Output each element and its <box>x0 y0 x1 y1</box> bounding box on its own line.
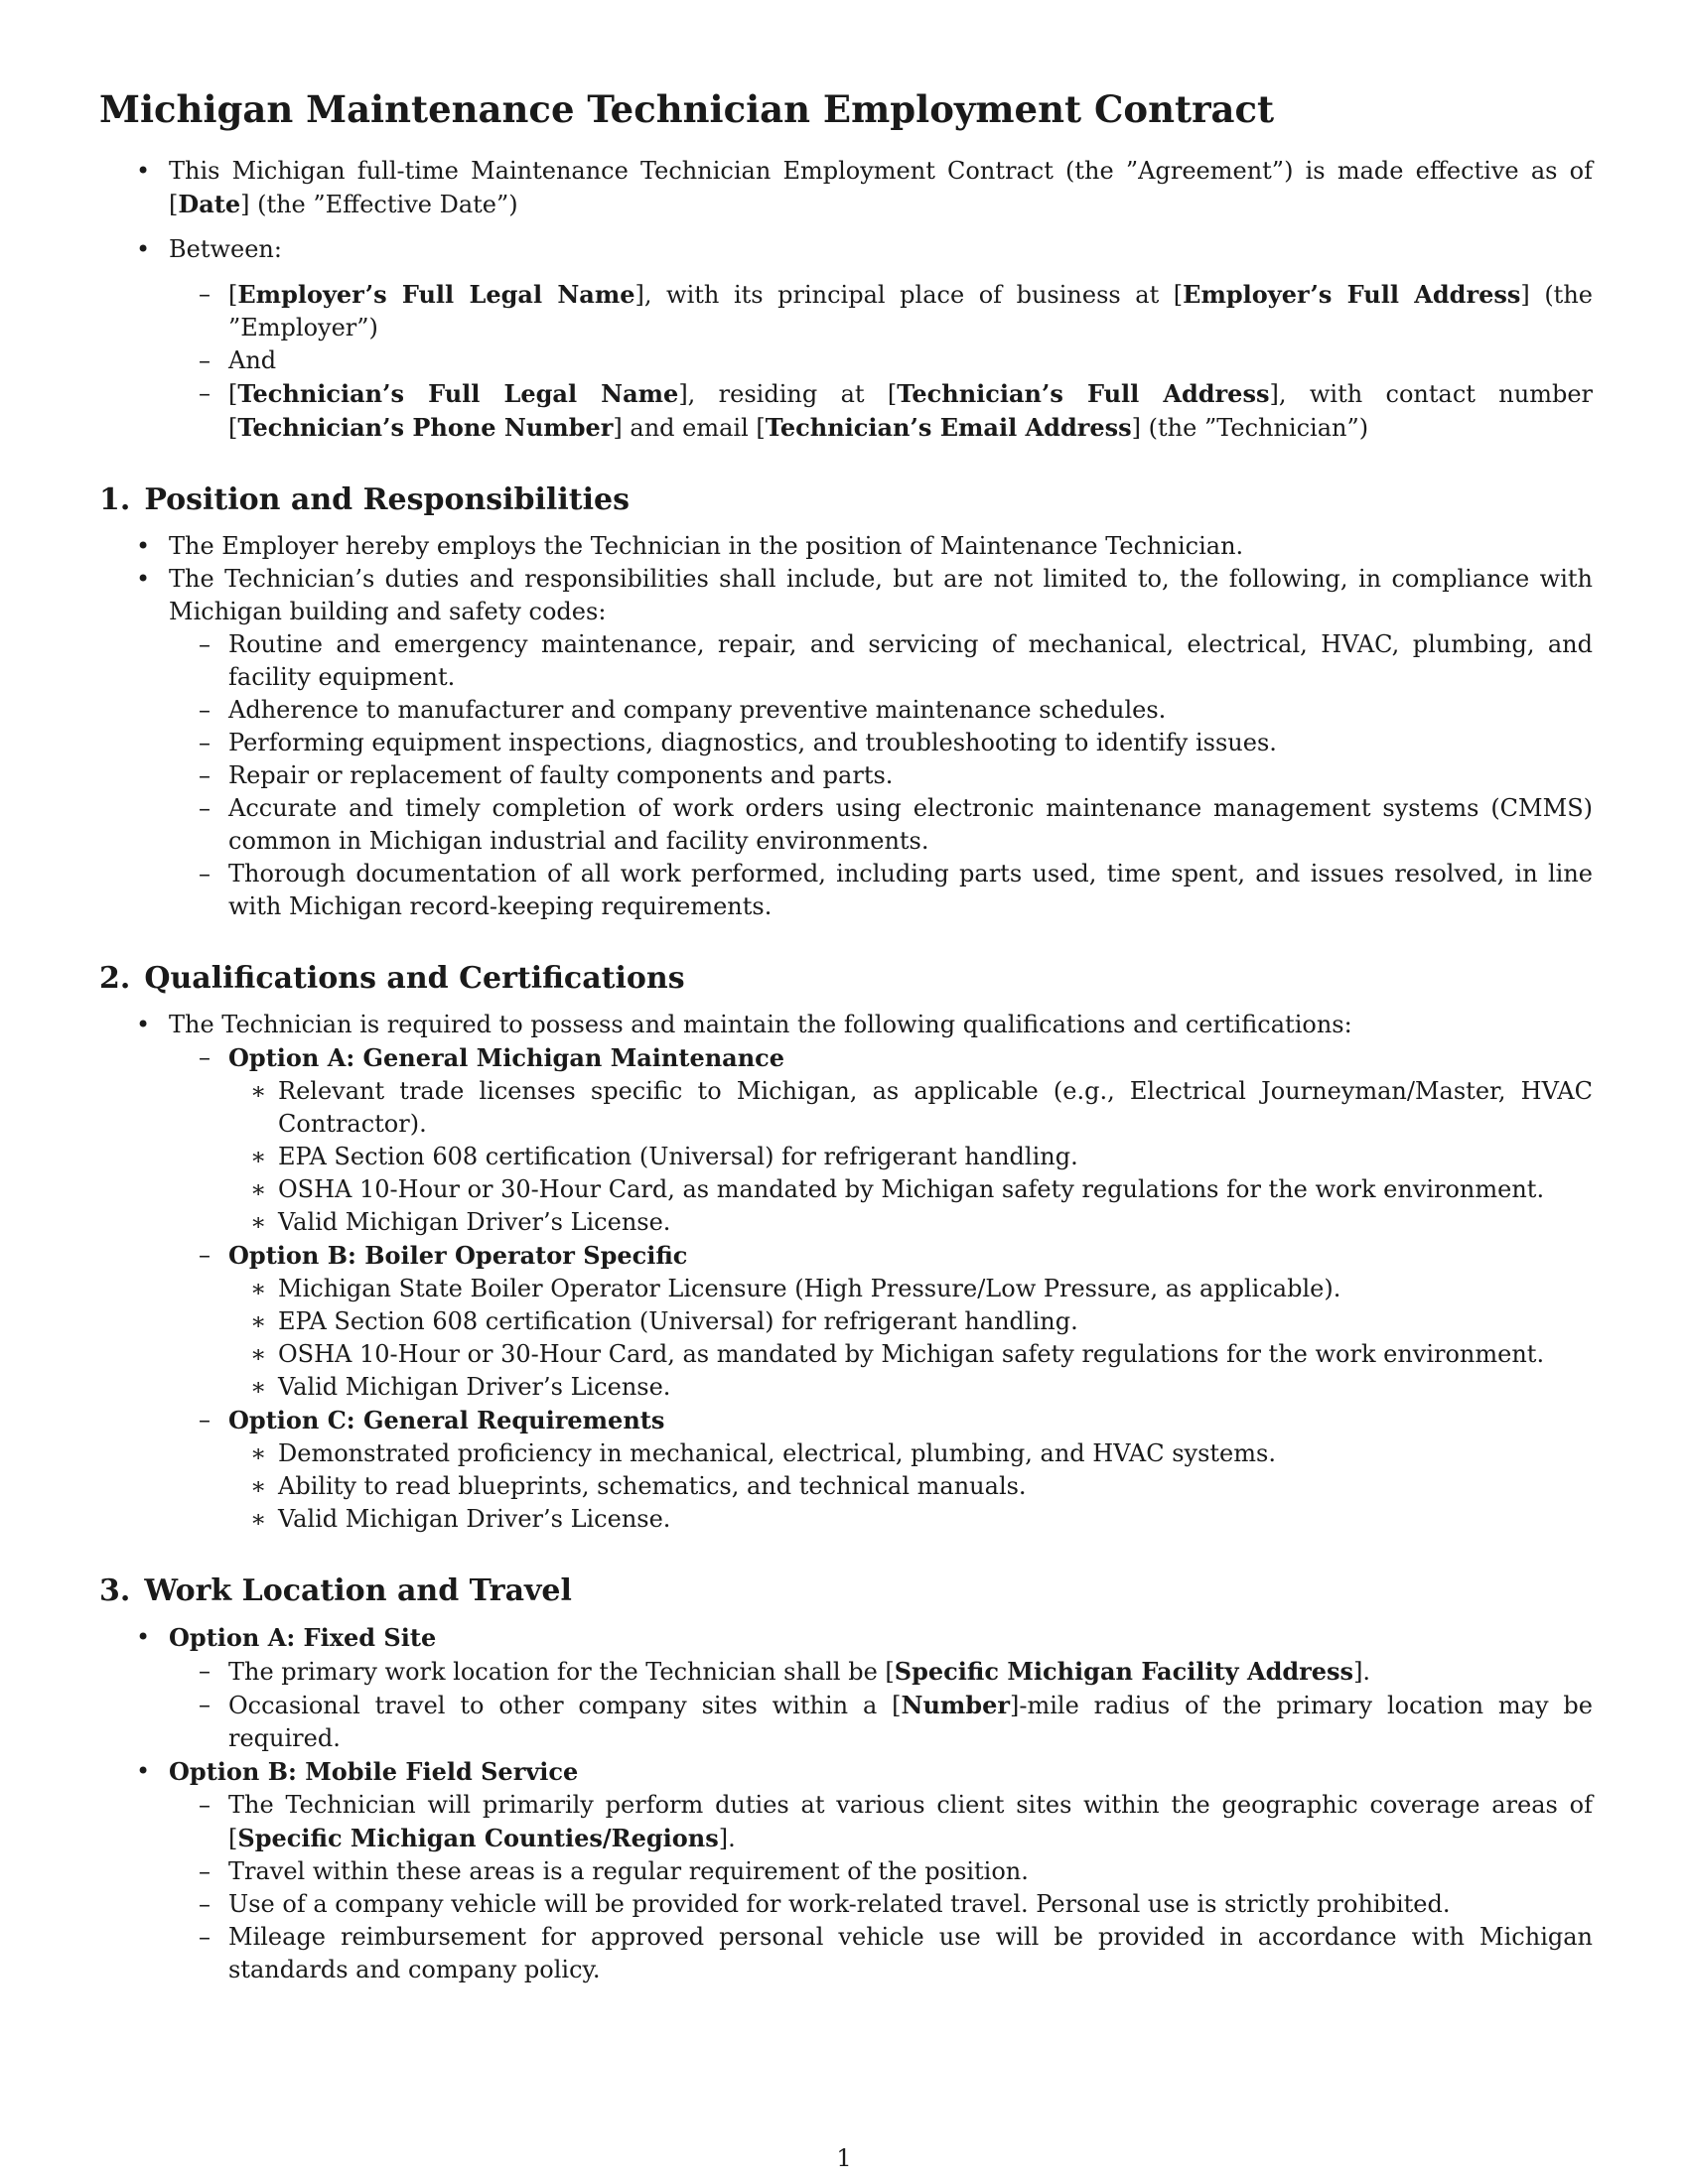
requirement-item: ∗ Valid Michigan Driver’s License. <box>228 1371 1593 1404</box>
section-3-list <box>99 1621 1593 1986</box>
between-label: Between: <box>169 235 282 264</box>
mobile-field-items <box>169 1789 1593 1986</box>
technician-name-placeholder: Technician’s Full Legal Name <box>237 379 679 409</box>
section-3-heading: 3. Work Location and Travel <box>99 1573 572 1609</box>
duty-item: – Repair or replacement of faulty components and parts. <box>169 759 1593 792</box>
section-2-list <box>99 1009 1593 1536</box>
requirement-item: ∗ OSHA 10-Hour or 30-Hour Card, as mandated by Michigan safety regulations for the work environment. <box>228 1173 1593 1206</box>
option-a-general: – Option A: General Michigan Maintenance ∗ Relevant trade licenses specific to Michigan, as applicable (e.g., Electrical Journeyman/Master, HVAC Contractor). ∗ EPA Section 608 certification (Universal) for refrigerant handling. ∗ OSHA 10-Hour or 30-Hour Card, as mandated by Michigan safety regulations for the work environment. ∗ Valid Michigan Driver’s License. <box>169 1041 1593 1239</box>
travel-requirement-item: – Travel within these areas is a regular requirement of the position. <box>169 1855 1593 1888</box>
parties-item <box>99 233 1593 445</box>
section-1-heading: 1. Position and Responsibilities <box>99 482 630 518</box>
radius-placeholder: Number <box>901 1691 1010 1720</box>
duty-item: – Routine and emergency maintenance, repair, and servicing of mechanical, electrical, HVAC, plumbing, and facility equipment. <box>169 628 1593 694</box>
travel-item: – Occasional travel to other company sites within a [Number]-mile radius of the primary location may be required. <box>169 1689 1593 1755</box>
option-a-fixed-site: • Option A: Fixed Site – The primary work location for the Technician shall be [Specific Michigan Facility Address]. – Occasional travel to other company sites within a [Number]-mile radius of the primary location may be required. <box>99 1621 1593 1755</box>
option-b-mobile-field: • Option B: Mobile Field Service – The Technician will primarily perform duties at various client sites within the geographic coverage areas of [Specific Michigan Counties/Regions]. – Travel within these areas is a regular requirement of the position. – Use of a company vehicle will be provided for work-related travel. Personal use is strictly prohibited. – Mileage reimbursement for approved personal vehicle use will be provided in accordance with Michigan standards and company policy. <box>99 1755 1593 1986</box>
requirement-item: ∗ EPA Section 608 certification (Universal) for refrigerant handling. <box>228 1141 1593 1173</box>
requirement-item: ∗ Valid Michigan Driver’s License. <box>228 1206 1593 1239</box>
duty-item: – Performing equipment inspections, diagnostics, and troubleshooting to identify issues. <box>169 727 1593 759</box>
requirement-item: ∗ Demonstrated proficiency in mechanical, electrical, plumbing, and HVAC systems. <box>228 1437 1593 1470</box>
company-vehicle-item: – Use of a company vehicle will be provided for work-related travel. Personal use is strictly prohibited. <box>169 1888 1593 1921</box>
technician-phone-placeholder: Technician’s Phone Number <box>237 413 614 443</box>
date-placeholder: Date <box>178 190 241 219</box>
document-content <box>99 87 1593 1986</box>
duty-item: – Thorough documentation of all work performed, including parts used, time spent, and issues resolved, in line with Michigan record-keeping requirements. <box>169 858 1593 923</box>
duties-item: • The Technician’s duties and responsibilities shall include, but are not limited to, the following, in compliance with Michigan building and safety codes: – Routine and emergency maintenance, repair, and servicing of mechanical, electrical, HVAC, plumbing, and facility equipment. – Adherence to manufacturer and company preventive maintenance schedules. – Performing equipment inspections, diagnostics, and troubleshooting to identify issues. – Repair or replacement of faulty components and parts. – Accurate and timely completion of work orders using electronic maintenance management systems (CMMS) common in Michigan industrial and facility environments. – Thorough documentation of all work performed, including parts used, time spent, and issues resolved, in line with Michigan record-keeping requirements. <box>99 563 1593 923</box>
regions-placeholder: Specific Michigan Counties/Regions <box>237 1824 719 1853</box>
sites-item: – The Technician will primarily perform duties at various client sites within the geographic coverage areas of [Specific Michigan Counties/Regions]. <box>169 1789 1593 1855</box>
facility-address-placeholder: Specific Michigan Facility Address <box>894 1657 1354 1687</box>
option-c-general: – Option C: General Requirements ∗ Demonstrated proficiency in mechanical, electrical, plumbing, and HVAC systems. ∗ Ability to read blueprints, schematics, and technical manuals. ∗ Valid Michigan Driver’s License. <box>169 1404 1593 1536</box>
duties-list <box>169 628 1593 923</box>
option-a-items <box>228 1075 1593 1239</box>
requirement-item: ∗ Michigan State Boiler Operator Licensure (High Pressure/Low Pressure, as applicable). <box>228 1273 1593 1305</box>
requirement-item: ∗ Ability to read blueprints, schematics, and technical manuals. <box>228 1470 1593 1503</box>
technician-party: – [Technician’s Full Legal Name], residing at [Technician’s Full Address], with contact number [Technician’s Phone Number] and email [Technician’s Email Address] (the ”Technician”) <box>169 377 1593 445</box>
section-1-list <box>99 530 1593 923</box>
technician-address-placeholder: Technician’s Full Address <box>897 379 1270 409</box>
requirement-item: ∗ Relevant trade licenses specific to Michigan, as applicable (e.g., Electrical Journeyman/Master, HVAC Contractor). <box>228 1075 1593 1141</box>
employer-address-placeholder: Employer’s Full Address <box>1183 280 1521 310</box>
option-c-items <box>228 1437 1593 1536</box>
employ-statement: • The Employer hereby employs the Technician in the position of Maintenance Technician. <box>99 530 1593 563</box>
mileage-item: – Mileage reimbursement for approved personal vehicle use will be provided in accordance with Michigan standards and company policy. <box>169 1921 1593 1986</box>
requirement-item: ∗ OSHA 10-Hour or 30-Hour Card, as mandated by Michigan safety regulations for the work environment. <box>228 1338 1593 1371</box>
page-number: 1 <box>836 2144 852 2172</box>
option-b-items <box>228 1273 1593 1404</box>
requirement-item: ∗ Valid Michigan Driver’s License. <box>228 1503 1593 1536</box>
duty-item: – Adherence to manufacturer and company preventive maintenance schedules. <box>169 694 1593 727</box>
section-2-heading: 2. Qualifications and Certifications <box>99 961 685 997</box>
parties-list <box>169 278 1593 445</box>
qualifications-item: • The Technician is required to possess and maintain the following qualifications and certifications: – Option A: General Michigan Maintenance ∗ Relevant trade licenses specific to Michigan, as applicable (e.g., Electrical Journeyman/Master, HVAC Contractor). ∗ EPA Section 608 certification (Universal) for refrigerant handling. ∗ OSHA 10-Hour or 30-Hour Card, as mandated by Michigan safety regulations for the work environment. ∗ Valid Michigan Driver’s License. – Option B: Boiler Operator Specific ∗ Michigan State Boiler Operator Licensure (High Pressure/Low Pressure, as applicable). ∗ EPA Section 608 certification (Universal) for refrigerant handling. ∗ OSHA 10-Hour or 30-Hour Card, as mandated by Michigan safety regulations for the work environment. ∗ Valid Michigan Driver’s License. – Option C: General Requirements ∗ Demonstrated proficiency in mechanical, electrical, plumbing, and HVAC systems. ∗ Ability to read blueprints, schematics, and technical manuals. ∗ Valid Michigan Driver’s License. <box>99 1009 1593 1536</box>
technician-email-placeholder: Technician’s Email Address <box>765 413 1132 443</box>
document-title: Michigan Maintenance Technician Employment Contract <box>99 87 1275 131</box>
and-label: – And <box>169 344 1593 377</box>
requirement-item: ∗ EPA Section 608 certification (Universal) for refrigerant handling. <box>228 1305 1593 1338</box>
qualification-options <box>169 1041 1593 1536</box>
employer-party: – [Employer’s Full Legal Name], with its principal place of business at [Employer’s Full Address] (the ”Employer”) <box>169 278 1593 344</box>
employer-name-placeholder: Employer’s Full Legal Name <box>237 280 635 310</box>
intro-list <box>99 155 1593 445</box>
agreement-paragraph: • This Michigan full-time Maintenance Technician Employment Contract (the ”Agreement”) is made effective as of [Date] (the ”Effective Date”) <box>99 155 1593 221</box>
fixed-site-items <box>169 1655 1593 1755</box>
location-item: – The primary work location for the Technician shall be [Specific Michigan Facility Address]. <box>169 1655 1593 1689</box>
duty-item: – Accurate and timely completion of work orders using electronic maintenance management systems (CMMS) common in Michigan industrial and facility environments. <box>169 792 1593 858</box>
option-b-boiler: – Option B: Boiler Operator Specific ∗ Michigan State Boiler Operator Licensure (High Pressure/Low Pressure, as applicable). ∗ EPA Section 608 certification (Universal) for refrigerant handling. ∗ OSHA 10-Hour or 30-Hour Card, as mandated by Michigan safety regulations for the work environment. ∗ Valid Michigan Driver’s License. <box>169 1239 1593 1404</box>
